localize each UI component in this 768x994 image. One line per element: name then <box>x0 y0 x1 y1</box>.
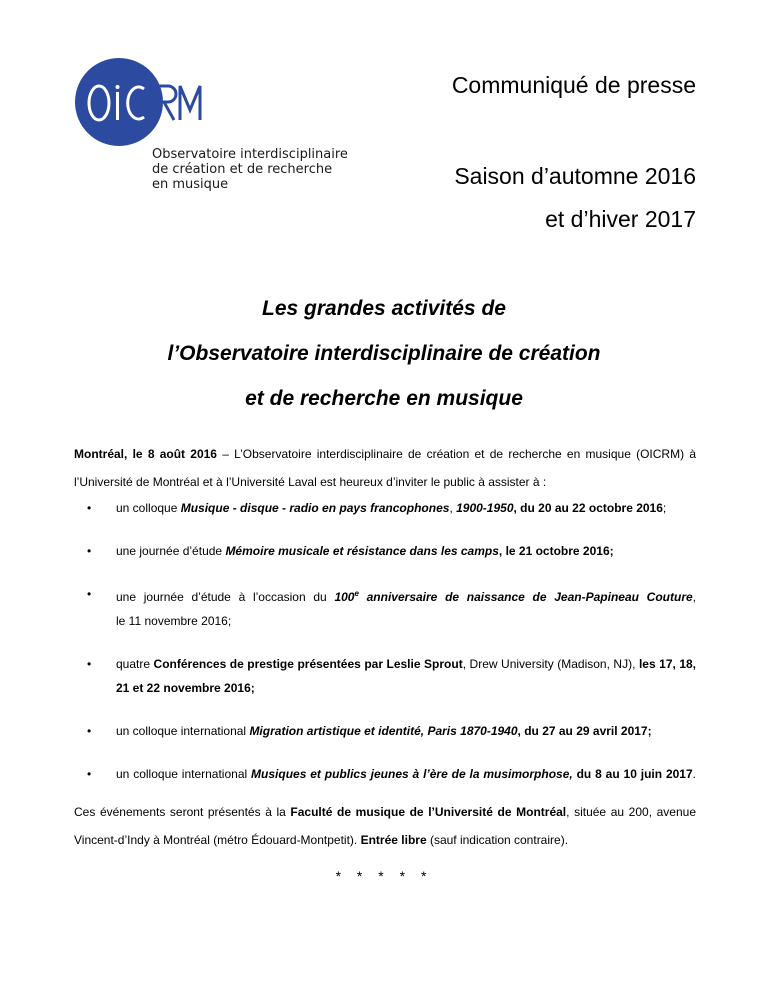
oicrm-logo <box>74 56 354 206</box>
bullet-icon: • <box>87 587 92 601</box>
item-text: une journée d’étude à l’occasion du <box>116 590 335 604</box>
item-text: une journée d’étude <box>116 544 226 558</box>
logo-org-name <box>152 147 348 192</box>
closing-paragraph <box>74 798 696 854</box>
item-text: quatre <box>116 657 154 671</box>
bullet-icon: • <box>87 724 92 738</box>
item-text: , <box>692 590 697 604</box>
list-item <box>74 539 696 563</box>
free-entry: Entrée libre <box>360 833 427 847</box>
header-press-release: Communiqué de presse <box>451 72 696 98</box>
bullet-icon: • <box>87 657 92 671</box>
item-title: Mémoire musicale et résistance dans les camps <box>225 544 499 558</box>
item-date: , du 27 au 29 avril 2017; <box>517 724 652 738</box>
item-title: Musiques et publics jeunes à l’ère de la musimorphose, <box>251 767 573 781</box>
logo-org-line: Observatoire interdisciplinaire <box>152 147 348 162</box>
item-text: , <box>449 501 457 515</box>
item-text: un colloque international <box>116 724 250 738</box>
list-item <box>74 762 696 786</box>
item-date: du 8 au 10 juin 2017 <box>572 767 693 781</box>
closing-text: (sauf indication contraire). <box>426 833 569 847</box>
bullet-icon: • <box>87 544 92 558</box>
list-item <box>74 719 696 743</box>
item-date: , du 20 au 22 octobre 2016 <box>513 501 663 515</box>
item-text: , Drew University (Madison, NJ), <box>462 657 639 671</box>
bullet-icon: • <box>87 767 92 781</box>
item-text: un colloque <box>116 501 181 515</box>
list-item <box>74 496 696 520</box>
logo-org-line: en musique <box>152 177 229 192</box>
page-title-line3: et de recherche en musique <box>245 387 523 410</box>
item-date: 21 et 22 novembre 2016; <box>116 681 255 695</box>
oicrm-logo-mark <box>74 56 224 156</box>
item-text: ; <box>662 501 667 515</box>
intro-paragraph <box>74 440 696 496</box>
closing-text: Ces événements seront présentés à la <box>74 805 291 819</box>
list-item <box>74 582 696 633</box>
venue-name: Faculté de musique de l’Université de Montréal <box>290 805 567 819</box>
page-title-line1: Les grandes activités de <box>262 297 506 320</box>
bullet-icon: • <box>87 501 92 515</box>
item-title: 1900-1950 <box>456 501 514 515</box>
list-item <box>74 652 696 700</box>
item-title: Conférences de prestige présentées par Leslie Sprout <box>153 657 463 671</box>
item-text: . <box>692 767 696 781</box>
item-title: anniversaire de naissance de Jean-Papineau Couture <box>358 590 693 604</box>
header-season-line2: et d’hiver 2017 <box>545 206 696 232</box>
event-list <box>74 496 696 805</box>
separator: * * * * * <box>335 868 433 884</box>
item-text: un colloque international <box>116 767 252 781</box>
dateline: Montréal, le 8 août 2016 <box>74 447 217 461</box>
item-date: le 11 novembre 2016; <box>116 614 232 628</box>
header-season-line1: Saison d’automne 2016 <box>454 163 696 189</box>
closing-text: , située au 200, avenue Vincent-d’Indy à Montréal (métro Édouard-Montpetit). <box>74 805 696 847</box>
logo-org-line: de création et de recherche <box>152 162 333 177</box>
item-superscript: e <box>354 589 359 598</box>
intro-text: – L’Observatoire interdisciplinaire de création et de recherche en musique (OICRM) à l’Université de Montréal et à l’Université Laval est heureux d’inviter le public à assister à : <box>74 447 696 489</box>
item-title: 100 <box>334 590 355 604</box>
page-title-line2: l’Observatoire interdisciplinaire de création <box>167 342 601 365</box>
item-date: les 17, 18, <box>638 657 697 671</box>
item-date: , le 21 octobre 2016; <box>498 544 614 558</box>
item-title: Migration artistique et identité, Paris 1870-1940 <box>249 724 518 738</box>
item-title: Musique - disque - radio en pays francophones <box>180 501 450 515</box>
